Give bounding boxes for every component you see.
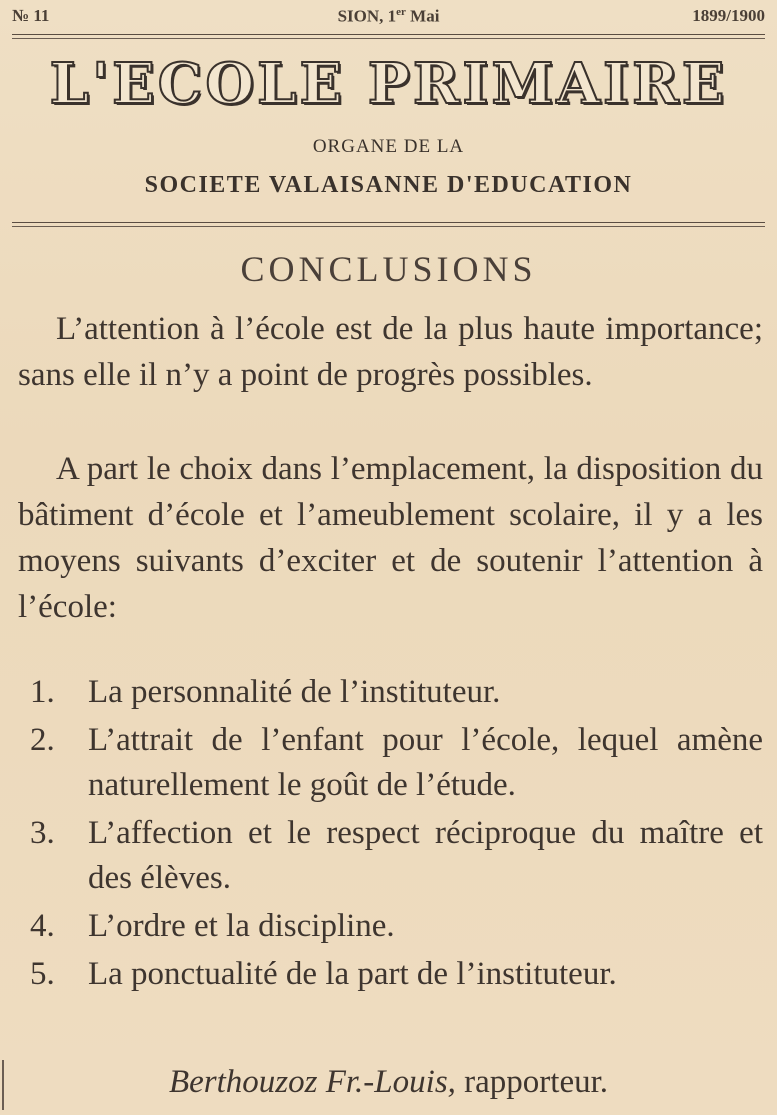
- list-item-text: La ponctualité de la part de l’instituteur.: [88, 956, 617, 992]
- article-paragraph-2: A part le choix dans l’emplacement, la disposition du bâtiment d’école et l’ameublement scolaire, il y a les moyens suivants d’exciter et de soutenir l’attention à l’école:: [18, 451, 763, 625]
- issue-place-date: [12, 6, 765, 27]
- article-signature: [0, 1064, 777, 1101]
- list-item: [30, 952, 763, 997]
- list-item-number: 5.: [30, 956, 55, 992]
- masthead-rule-top: [12, 34, 765, 35]
- masthead-rule-bottom: [12, 222, 765, 223]
- conclusions-list: [30, 670, 763, 1000]
- masthead-rule-bottom-thin: [12, 226, 765, 227]
- issue-date-sup: er: [396, 6, 406, 18]
- list-item: [30, 670, 763, 715]
- page-edge-mark: [2, 1060, 4, 1110]
- list-item-number: 3.: [30, 815, 55, 851]
- signature-name: Berthouzoz Fr.-Louis,: [168, 1064, 456, 1100]
- issue-month: Mai: [405, 6, 440, 26]
- issue-number: № 11: [12, 6, 50, 25]
- list-item: [30, 811, 763, 901]
- newspaper-subtitle-society: SOCIETE VALAISANNE D'EDUCATION: [144, 172, 633, 198]
- article-heading: CONCLUSIONS: [240, 249, 537, 289]
- issue-place: SION, 1: [337, 6, 397, 26]
- list-item-text: L’affection et le respect réciproque du maître et des élèves.: [88, 815, 763, 896]
- article-paragraph-1: L’attention à l’école est de la plus haute importance; sans elle il n’y a point de progrès possibles.: [18, 311, 763, 393]
- newspaper-subtitle-organ: ORGANE DE LA: [312, 136, 465, 157]
- list-item-text: L’ordre et la discipline.: [88, 908, 395, 944]
- list-item: [30, 718, 763, 808]
- issue-year: 1899/1900: [692, 6, 765, 25]
- masthead-topline: [12, 6, 765, 30]
- list-item: [30, 904, 763, 949]
- newspaper-title: L'ECOLE PRIMAIRE: [49, 51, 728, 117]
- signature-role: rapporteur.: [455, 1064, 609, 1100]
- list-item-number: 4.: [30, 908, 55, 944]
- list-item-number: 2.: [30, 722, 55, 758]
- list-item-text: L’attrait de l’enfant pour l’école, lequel amène naturellement le goût de l’étude.: [88, 722, 763, 803]
- list-item-number: 1.: [30, 674, 55, 710]
- list-item-text: La personnalité de l’instituteur.: [88, 674, 501, 710]
- masthead-rule-top-thin: [12, 38, 765, 39]
